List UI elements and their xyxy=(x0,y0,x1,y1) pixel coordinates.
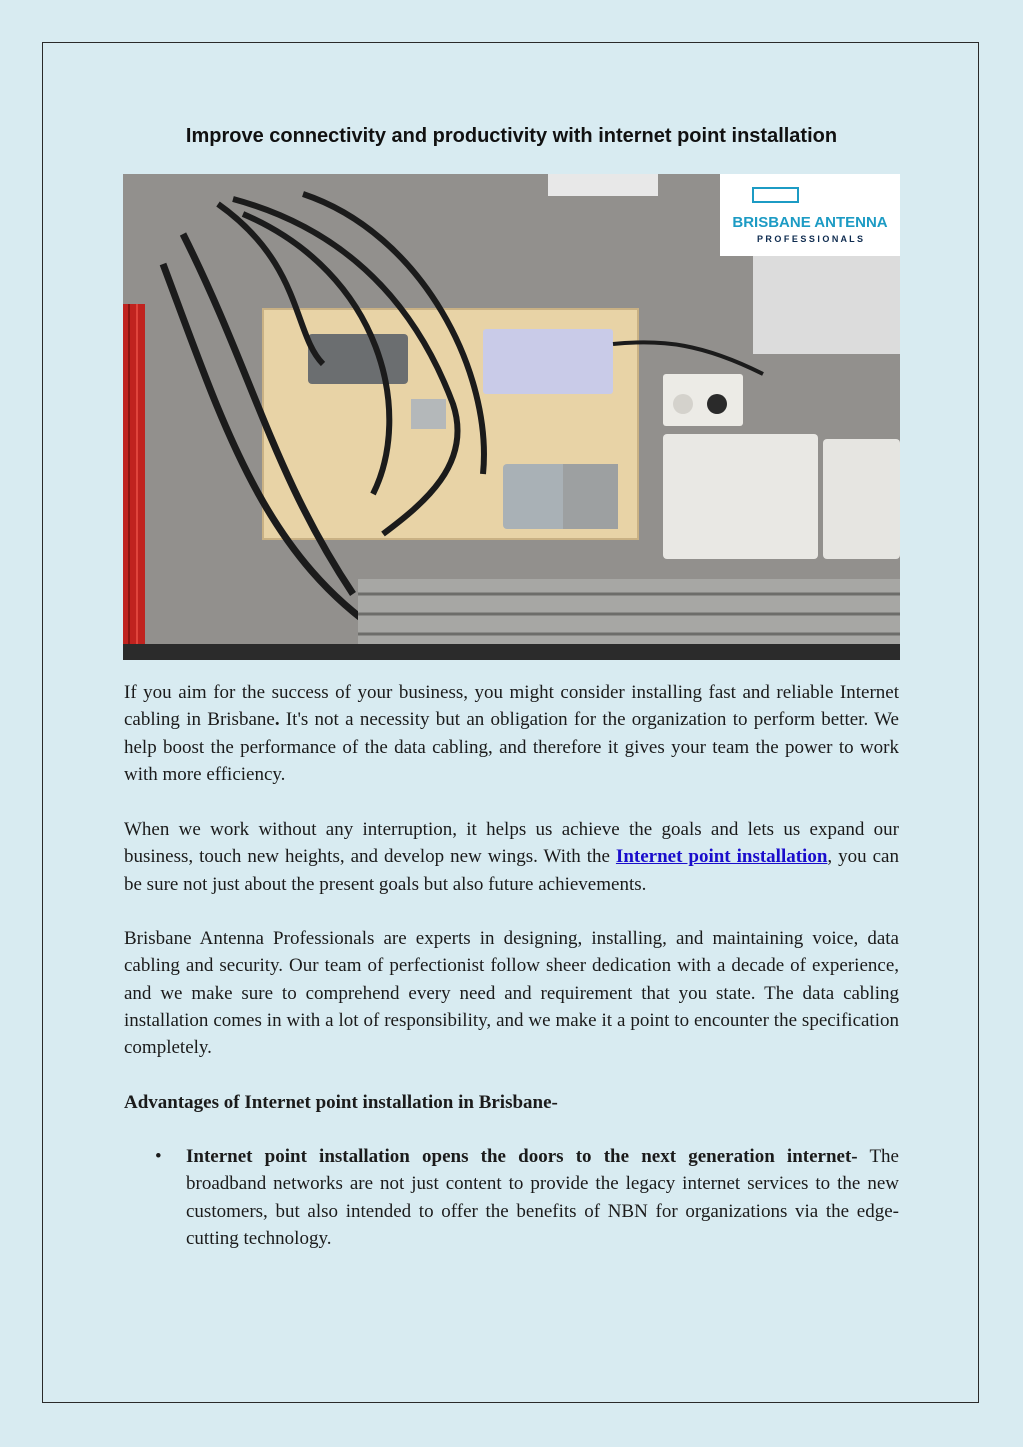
list-item: • Internet point installation opens the doors to the next generation internet- The broadband networks are not just content to provide the legacy internet services to the new customers, but also intended to offer the benefits of NBN for organizations via the edge- cutting technology. xyxy=(124,1143,899,1252)
paragraph-3: Brisbane Antenna Professionals are experts in designing, installing, and maintaining voice, data cabling and security. Our team of perfectionist follow sheer dedication with a decade of experience, and we make sure to comprehend every need and requirement that you state. The data cabling installation comes in with a lot of responsibility, and we make it a point to encounter the specification completely. xyxy=(124,928,899,1059)
page-title: Improve connectivity and productivity with internet point installation xyxy=(185,125,838,147)
bullet-icon: • xyxy=(155,1146,162,1167)
logo-text-line1: BRISBANE ANTENNA xyxy=(732,214,888,231)
advantages-list xyxy=(124,1143,899,1252)
installation-photo xyxy=(123,174,900,660)
advantages-heading: Advantages of Internet point installation in Brisbane- xyxy=(124,1092,558,1113)
paragraph-1: If you aim for the success of your business, you might consider installing fast and reliable Internet cabling in Brisbane. It's not a necessity but an obligation for the organization to perform better. We help boost the performance of the data cabling, and therefore it gives your team the power to work with more efficiency. xyxy=(124,682,899,785)
logo-text-line2: P R O F E S S I O N A L S xyxy=(756,234,864,244)
internet-point-installation-link[interactable]: Internet point installation xyxy=(615,846,828,868)
equipment-photo-illustration xyxy=(123,174,900,660)
paragraph-2: When we work without any interruption, it helps us achieve the goals and lets us expand our business, touch new heights, and develop new wings. With the Internet point installation, you can be sure not just about the present goals but also future achievements. xyxy=(124,819,899,895)
